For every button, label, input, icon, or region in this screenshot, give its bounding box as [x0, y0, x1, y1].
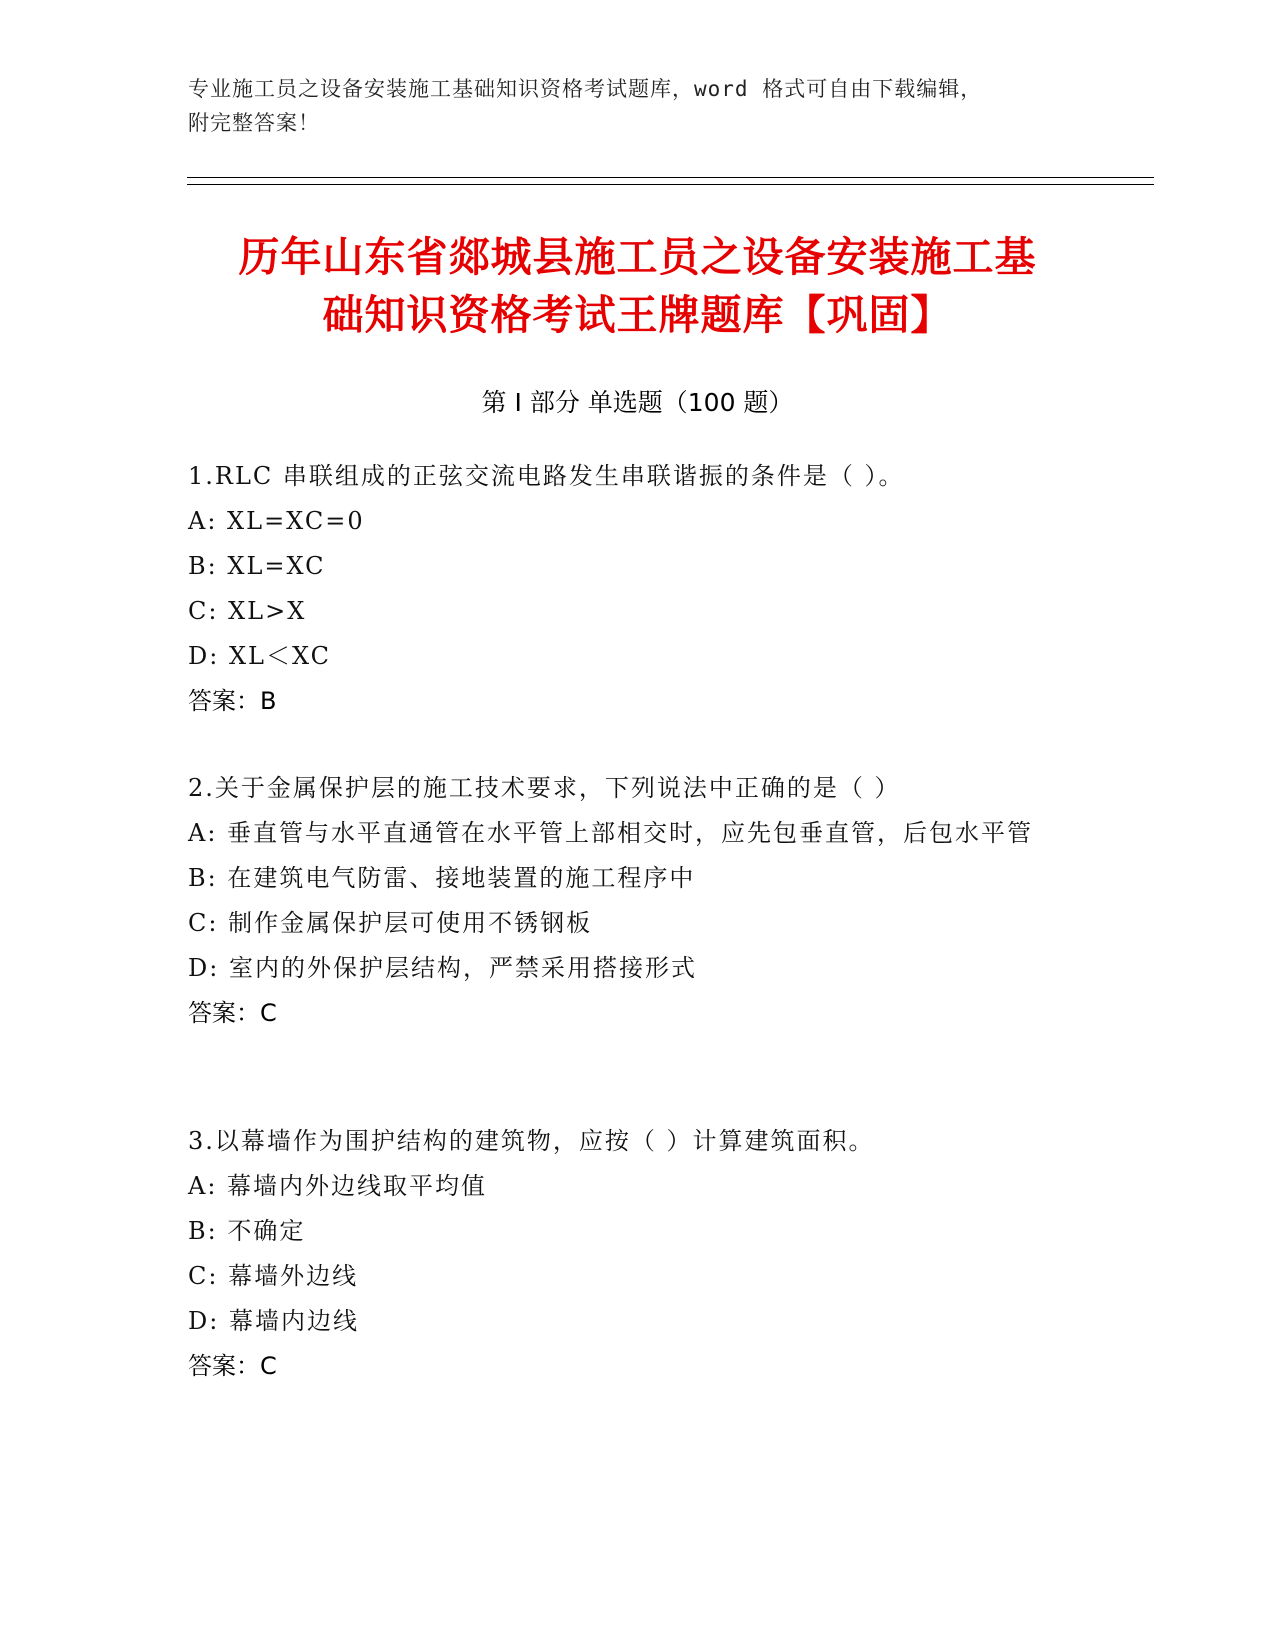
header-divider-top: [187, 177, 1154, 178]
header-note-line1: 专业施工员之设备安装施工基础知识资格考试题库，word 格式可自由下载编辑，: [188, 77, 983, 101]
question-1: [188, 458, 1088, 719]
option-b: B: XL=XC: [188, 552, 326, 580]
header-divider-bottom: [187, 184, 1154, 185]
question-stem: 2.关于金属保护层的施工技术要求，下列说法中正确的是（ ）: [188, 774, 901, 802]
question-stem: 3.以幕墙作为围护结构的建筑物，应按（ ）计算建筑面积。: [188, 1127, 875, 1155]
document-title-line1: 历年山东省郯城县施工员之设备安装施工基: [238, 233, 1037, 281]
option-d: D: 幕墙内边线: [188, 1307, 359, 1335]
option-b: B: 在建筑电气防雷、接地装置的施工程序中: [188, 864, 696, 892]
header-note-line2: 附完整答案！: [188, 111, 320, 135]
option-b: B: 不确定: [188, 1217, 306, 1245]
question-2: [188, 770, 1088, 1031]
header-note: [188, 72, 1068, 140]
answer: 答案：B: [188, 687, 277, 715]
question-3: [188, 1123, 1088, 1384]
option-c: C: 制作金属保护层可使用不锈钢板: [188, 909, 593, 937]
option-d: D: XL＜XC: [188, 642, 332, 670]
option-c: C: XL>X: [188, 597, 307, 625]
answer: 答案：C: [188, 1352, 277, 1380]
answer: 答案：C: [188, 999, 277, 1027]
option-d: D: 室内的外保护层结构，严禁采用搭接形式: [188, 954, 697, 982]
document-title: [160, 228, 1115, 344]
option-a: A: 垂直管与水平直通管在水平管上部相交时，应先包垂直管，后包水平管: [188, 819, 1034, 847]
option-c: C: 幕墙外边线: [188, 1262, 359, 1290]
option-a: A: 幕墙内外边线取平均值: [188, 1172, 488, 1200]
section-title: 第 I 部分 单选题（100 题）: [481, 388, 794, 417]
option-a: A: XL=XC=0: [188, 507, 365, 535]
document-title-line2: 础知识资格考试王牌题库【巩固】: [322, 291, 953, 339]
question-stem: 1.RLC 串联组成的正弦交流电路发生串联谐振的条件是（ ）。: [188, 462, 905, 490]
